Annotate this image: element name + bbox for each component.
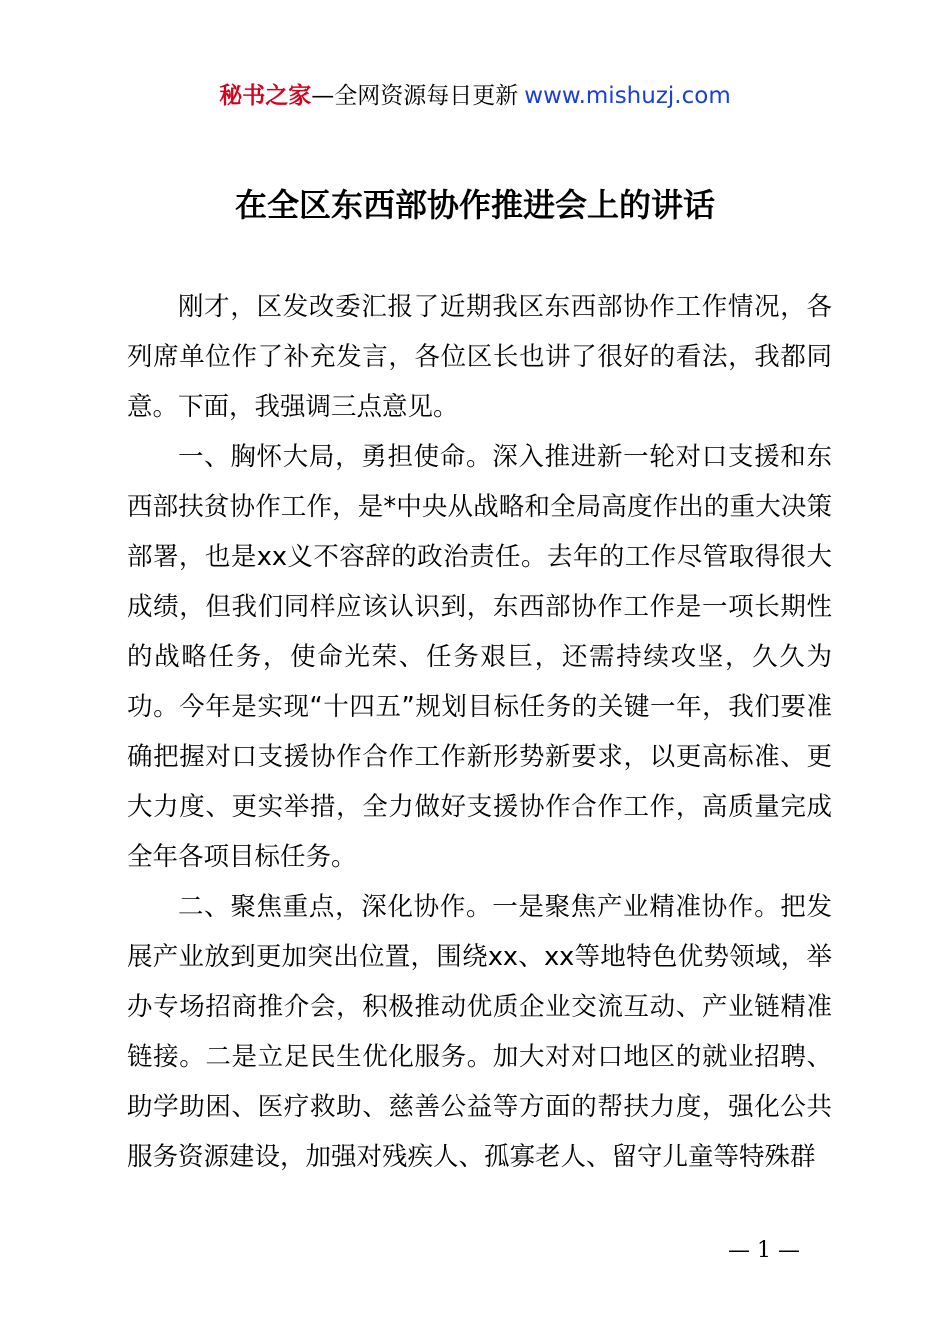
paragraph-heading: 一、胸怀大局，勇担使命。 — [178, 442, 493, 472]
paragraph-point-two — [127, 882, 832, 1182]
document-body — [127, 282, 832, 1182]
paragraph-heading: 二、聚焦重点，深化协作。 — [178, 892, 493, 922]
paragraph-text: 一是聚焦产业精准协作。把发展产业放到更加突出位置，围绕xx、xx等地特色优势领域，举办专场招商推介会，积极推动优质企业交流互动、产业链精准链接。二是立足民生优化服务。加大对对口地区的就业招聘、助学助困、医疗救助、慈善公益等方面的帮扶力度，强化公共服务资源建设，加强对残疾人、孤寡老人、留守儿童等特殊群 — [127, 892, 832, 1172]
paragraph-text: 深入推进新一轮对口支援和东西部扶贫协作工作，是*中央从战略和全局高度作出的重大决策部署，也是xx义不容辞的政治责任。去年的工作尽管取得很大成绩，但我们同样应该认识到，东西部协作工作是一项长期性的战略任务，使命光荣、任务艰巨，还需持续攻坚，久久为功。今年是实现“十四五”规划目标任务的关键一年，我们要准确把握对口支援协作合作工作新形势新要求，以更高标准、更大力度、更实举措，全力做好支援协作合作工作，高质量完成全年各项目标任务。 — [127, 442, 832, 872]
document-title: 在全区东西部协作推进会上的讲话 — [234, 186, 715, 224]
site-brand: 秘书之家 — [219, 83, 312, 109]
site-header — [0, 80, 950, 112]
paragraph-text: 刚才，区发改委汇报了近期我区东西部协作工作情况，各列席单位作了补充发言，各位区长也讲了很好的看法，我都同意。下面，我强调三点意见。 — [127, 292, 832, 422]
paragraph-point-one — [127, 432, 832, 882]
site-slogan: —全网资源每日更新 — [311, 83, 519, 109]
paragraph-intro — [127, 282, 832, 432]
site-url[interactable]: www.mishuzj.com — [524, 83, 731, 109]
page-number: — 1 — — [728, 1238, 800, 1263]
